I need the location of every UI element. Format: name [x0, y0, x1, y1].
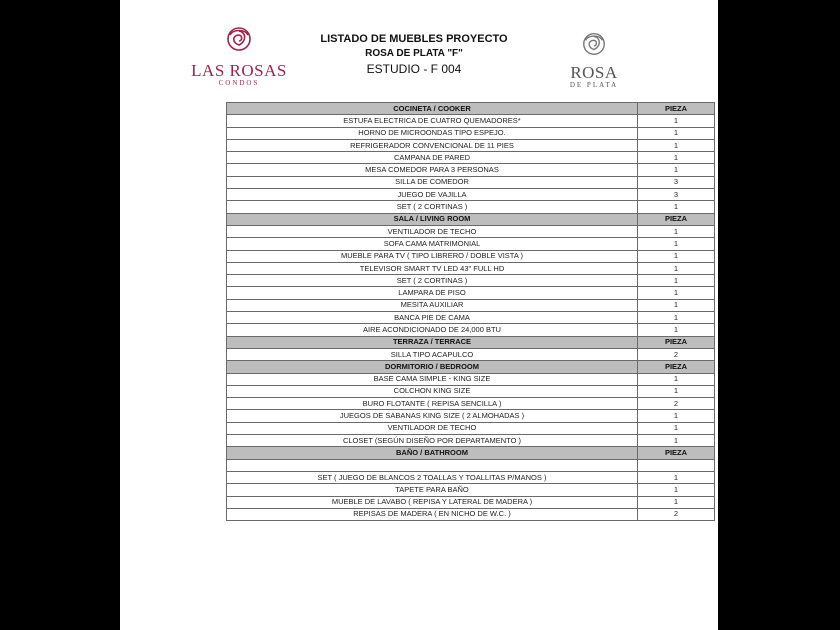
rose-icon — [224, 24, 254, 54]
item-description: TELEVISOR SMART TV LED 43" FULL HD — [227, 262, 638, 274]
las-rosas-sub: CONDOS — [218, 79, 260, 87]
quantity-header: PIEZA — [638, 213, 715, 225]
table-row — [227, 410, 715, 422]
item-quantity: 1 — [638, 422, 715, 434]
table-row — [227, 262, 715, 274]
item-quantity: 1 — [638, 139, 715, 151]
table-row — [227, 225, 715, 237]
section-header-row — [227, 336, 715, 348]
item-quantity: 1 — [638, 262, 715, 274]
section-header-row — [227, 447, 715, 459]
item-description: SILLA DE COMEDOR — [227, 176, 638, 188]
item-quantity: 1 — [638, 115, 715, 127]
document-page — [124, 0, 718, 630]
table-row — [227, 508, 715, 520]
section-title: SALA / LIVING ROOM — [227, 213, 638, 225]
item-description: LAMPARA DE PISO — [227, 287, 638, 299]
table-row — [227, 348, 715, 360]
item-quantity: 1 — [638, 250, 715, 262]
item-quantity: 1 — [638, 287, 715, 299]
item-quantity: 1 — [638, 299, 715, 311]
project-name: ROSA DE PLATA "F" — [365, 48, 463, 59]
item-quantity: 1 — [638, 373, 715, 385]
item-description: MUEBLE PARA TV ( TIPO LIBRERO / DOBLE VISTA ) — [227, 250, 638, 262]
item-quantity: 1 — [638, 471, 715, 483]
item-quantity: 1 — [638, 496, 715, 508]
table-row — [227, 496, 715, 508]
rose-icon — [580, 30, 608, 58]
item-description: ESTUFA ELECTRICA DE CUATRO QUEMADORES* — [227, 115, 638, 127]
item-quantity: 1 — [638, 238, 715, 250]
section-header-row — [227, 361, 715, 373]
item-description: SET ( 2 CORTINAS ) — [227, 201, 638, 213]
item-quantity: 1 — [638, 127, 715, 139]
item-description: SILLA TIPO ACAPULCO — [227, 348, 638, 360]
item-quantity: 2 — [638, 398, 715, 410]
item-description: REPISAS DE MADERA ( EN NICHO DE W.C. ) — [227, 508, 638, 520]
table-row — [227, 201, 715, 213]
table-row — [227, 459, 715, 471]
table-row — [227, 139, 715, 151]
table-row — [227, 189, 715, 201]
table-row — [227, 422, 715, 434]
item-quantity: 1 — [638, 275, 715, 287]
table-row — [227, 484, 715, 496]
item-description: BURO FLOTANTE ( REPISA SENCILLA ) — [227, 398, 638, 410]
item-quantity: 1 — [638, 164, 715, 176]
table-row — [227, 398, 715, 410]
quantity-header: PIEZA — [638, 447, 715, 459]
item-quantity: 2 — [638, 348, 715, 360]
section-title: TERRAZA / TERRACE — [227, 336, 638, 348]
las-rosas-logo — [189, 24, 289, 87]
rosa-de-plata-logo — [544, 30, 644, 89]
table-row — [227, 287, 715, 299]
item-description: SET ( JUEGO DE BLANCOS 2 TOALLAS Y TOALLITAS P/MANOS ) — [227, 471, 638, 483]
item-description: REFRIGERADOR CONVENCIONAL DE 11 PIES — [227, 139, 638, 151]
table-row — [227, 385, 715, 397]
table-row — [227, 127, 715, 139]
item-quantity: 1 — [638, 435, 715, 447]
item-quantity: 1 — [638, 312, 715, 324]
furniture-table — [226, 102, 715, 521]
las-rosas-brand: LAS ROSAS — [191, 61, 287, 80]
item-description — [227, 459, 638, 471]
item-description: HORNO DE MICROONDAS TIPO ESPEJO. — [227, 127, 638, 139]
table-row — [227, 164, 715, 176]
item-description: TAPETE PARA BAÑO — [227, 484, 638, 496]
item-description: MESA COMEDOR PARA 3 PERSONAS — [227, 164, 638, 176]
table-row — [227, 115, 715, 127]
item-description: JUEGO DE VAJILLA — [227, 189, 638, 201]
item-quantity: 1 — [638, 385, 715, 397]
item-quantity: 1 — [638, 201, 715, 213]
section-title: BAÑO / BATHROOM — [227, 447, 638, 459]
item-description: VENTILADOR DE TECHO — [227, 225, 638, 237]
table-row — [227, 238, 715, 250]
item-description: CAMPANA DE PARED — [227, 152, 638, 164]
item-description: MESITA AUXILIAR — [227, 299, 638, 311]
rosa-de-plata-sub: DE PLATA — [569, 81, 619, 89]
section-title: DORMITORIO / BEDROOM — [227, 361, 638, 373]
section-header-row — [227, 103, 715, 115]
table-row — [227, 275, 715, 287]
item-quantity: 1 — [638, 410, 715, 422]
table-row — [227, 373, 715, 385]
item-quantity: 1 — [638, 225, 715, 237]
table-row — [227, 250, 715, 262]
item-quantity: 1 — [638, 484, 715, 496]
table-row — [227, 435, 715, 447]
document-title: LISTADO DE MUEBLES PROYECTO — [320, 33, 508, 45]
quantity-header: PIEZA — [638, 103, 715, 115]
item-description: MUEBLE DE LAVABO ( REPISA Y LATERAL DE MADERA ) — [227, 496, 638, 508]
quantity-header: PIEZA — [638, 336, 715, 348]
table-row — [227, 176, 715, 188]
item-description: SOFA CAMA MATRIMONIAL — [227, 238, 638, 250]
table-row — [227, 299, 715, 311]
item-description: SET ( 2 CORTINAS ) — [227, 275, 638, 287]
item-description: COLCHON KING SIZE — [227, 385, 638, 397]
quantity-header: PIEZA — [638, 361, 715, 373]
section-header-row — [227, 213, 715, 225]
item-quantity — [638, 459, 715, 471]
item-quantity: 1 — [638, 324, 715, 336]
item-quantity: 1 — [638, 152, 715, 164]
item-description: BASE CAMA SIMPLE - KING SIZE — [227, 373, 638, 385]
item-description: CLOSET (SEGÚN DISEÑO POR DEPARTAMENTO ) — [227, 435, 638, 447]
unit-code: ESTUDIO - F 004 — [366, 62, 462, 76]
table-row — [227, 471, 715, 483]
table-row — [227, 324, 715, 336]
item-description: VENTILADOR DE TECHO — [227, 422, 638, 434]
section-title: COCINETA / COOKER — [227, 103, 638, 115]
item-quantity: 3 — [638, 189, 715, 201]
item-description: JUEGOS DE SABANAS KING SIZE ( 2 ALMOHADAS ) — [227, 410, 638, 422]
table-row — [227, 312, 715, 324]
item-quantity: 3 — [638, 176, 715, 188]
item-description: AIRE ACONDICIONADO DE 24,000 BTU — [227, 324, 638, 336]
table-row — [227, 152, 715, 164]
item-description: BANCA PIE DE CAMA — [227, 312, 638, 324]
rosa-de-plata-brand: ROSA — [570, 63, 618, 82]
item-quantity: 2 — [638, 508, 715, 520]
